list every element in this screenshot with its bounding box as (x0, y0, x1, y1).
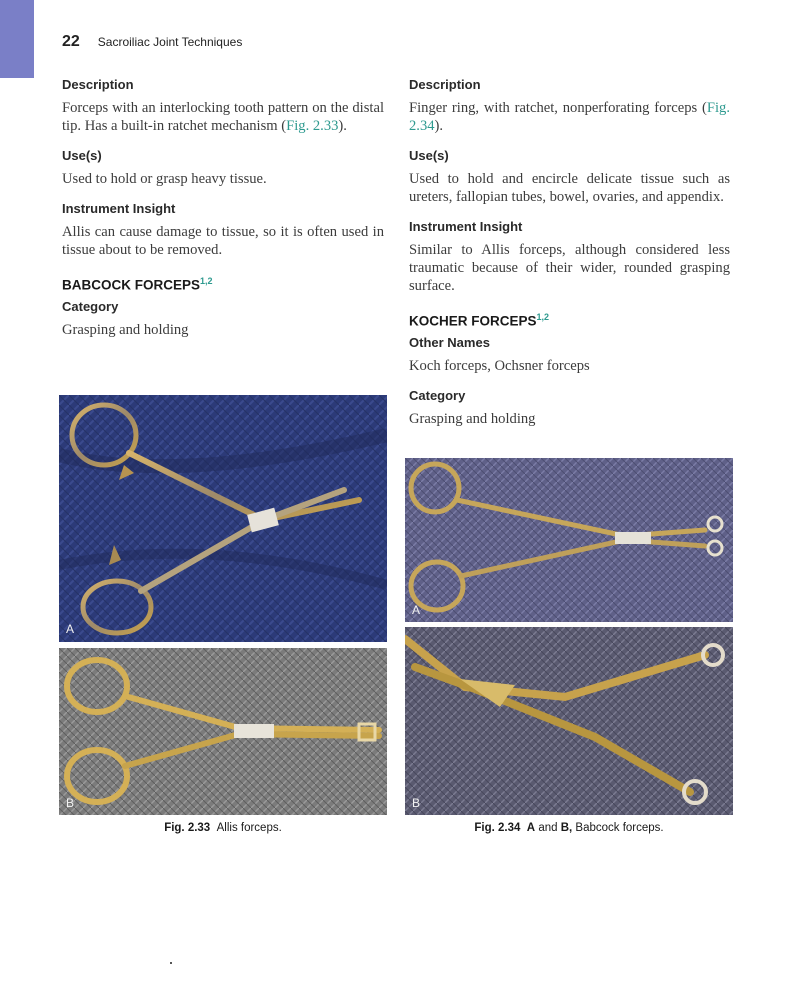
insight-text: Allis can cause damage to tissue, so it is often used in tissue about to be removed. (62, 224, 384, 258)
fig-233b-photo (59, 648, 387, 815)
category-heading: Category (62, 298, 119, 314)
right-column (409, 76, 730, 440)
fig-233b-label: B (66, 796, 75, 810)
fig-234b-photo (405, 627, 733, 815)
section-refs[interactable]: 1,2 (200, 276, 213, 286)
description-text (409, 99, 730, 135)
category-heading: Category (409, 387, 466, 403)
fig-234-caption-a: A (526, 822, 536, 834)
description-heading: Description (409, 77, 481, 92)
fig-233-link[interactable]: Fig. 2.33 (286, 118, 339, 134)
description-end: ). (338, 118, 347, 134)
section-refs[interactable]: 1,2 (536, 312, 550, 322)
uses-text: Used to hold and encircle delicate tissue such as ureters, fallopian tubes, bowel, ovaries, and appendix. (409, 171, 730, 205)
fig-233-caption-number: Fig. 2.33 (164, 822, 211, 834)
insight-heading: Instrument Insight (62, 201, 176, 216)
fig-234-caption-b: B, (560, 822, 573, 834)
fig-234-caption (405, 822, 733, 834)
uses-heading: Use(s) (62, 148, 102, 163)
other-names-heading: Other Names (409, 334, 490, 350)
insight-text: Similar to Allis forceps, although considered less traumatic because of their wider, rounded grasping surface. (409, 242, 730, 294)
category-text: Grasping and holding (409, 410, 536, 427)
uses-heading: Use(s) (409, 148, 449, 163)
page-number: 22 (62, 33, 80, 50)
fig-233a-label: A (66, 622, 75, 636)
fig-233-caption-text: Allis forceps. (216, 822, 282, 834)
description-end: ). (434, 118, 444, 134)
fig-233a-photo (59, 395, 387, 642)
fig-234-caption-and: and (538, 822, 558, 834)
description-text (62, 99, 384, 135)
fig-233-caption (59, 822, 387, 834)
description-heading: Description (62, 77, 134, 92)
fig-234a-photo (405, 458, 733, 622)
page-header (62, 33, 242, 51)
fig-234-link[interactable]: Fig. 2.34 (409, 100, 730, 134)
description-body: Forceps with an interlocking tooth pattern on the distal tip. Has a built-in ratchet mechanism ( (62, 100, 384, 134)
chapter-tab (0, 0, 34, 78)
fig-234-caption-number: Fig. 2.34 (474, 822, 521, 834)
page-dot (170, 962, 172, 964)
section-title-text: BABCOCK FORCEPS (62, 277, 201, 293)
section-title-text: KOCHER FORCEPS (409, 313, 537, 329)
left-column (62, 76, 384, 351)
fig-234a-label: A (412, 603, 421, 617)
insight-heading: Instrument Insight (409, 219, 523, 234)
fig-234-caption-text: Babcock forceps. (575, 822, 664, 834)
section-title-kocher (409, 307, 730, 332)
fig-234b-label: B (412, 796, 421, 810)
category-text: Grasping and holding (62, 321, 189, 338)
section-title-babcock (62, 271, 384, 296)
uses-text: Used to hold or grasp heavy tissue. (62, 171, 267, 187)
running-title: Sacroiliac Joint Techniques (97, 35, 243, 49)
description-body: Finger ring, with ratchet, nonperforating forceps ( (409, 100, 707, 116)
other-names-text: Koch forceps, Ochsner forceps (409, 357, 590, 374)
